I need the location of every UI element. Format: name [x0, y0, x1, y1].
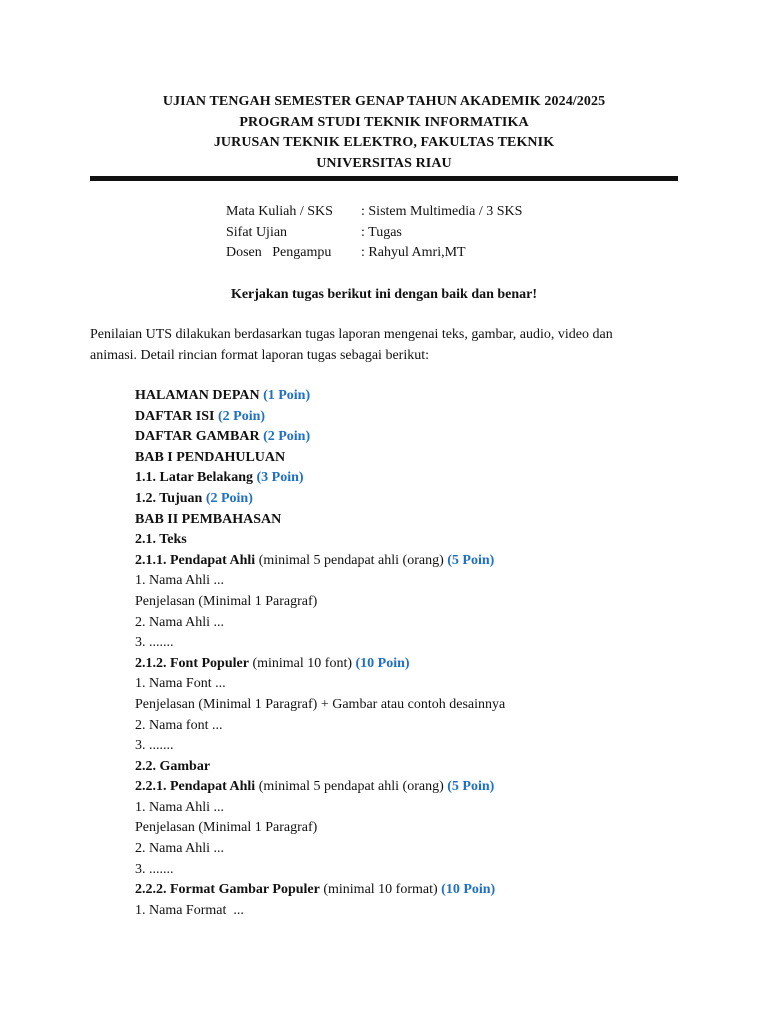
outline-item	[135, 860, 695, 881]
outline-item	[135, 427, 695, 448]
outline-item	[135, 489, 695, 510]
outline-item	[135, 777, 695, 798]
outline-heading: 2.2. Gambar	[135, 758, 211, 774]
outline-item	[135, 530, 695, 551]
outline-heading: 1.2. Tujuan	[135, 490, 203, 506]
university-name: UNIVERSITAS RIAU	[316, 155, 452, 171]
outline-heading: 2.1.1. Pendapat Ahli	[135, 552, 256, 568]
outline-heading: 2.1. Teks	[135, 532, 187, 548]
outline-item	[135, 510, 695, 531]
department-faculty: JURUSAN TEKNIK ELEKTRO, FAKULTAS TEKNIK	[213, 135, 555, 150]
outline-item	[135, 571, 695, 592]
outline-item	[135, 798, 695, 819]
intro-paragraph	[90, 325, 678, 366]
outline-text: 3. .......	[135, 738, 174, 754]
outline-text: (minimal 10 font)	[252, 655, 352, 671]
outline-text: (minimal 5 pendapat ahli (orang)	[258, 779, 444, 795]
outline-text: Penjelasan (Minimal 1 Paragraf)	[135, 593, 318, 609]
outline-item	[135, 654, 695, 675]
outline-text: 1. Nama Font ...	[135, 676, 226, 692]
outline-text: 2. Nama Ahli ...	[135, 841, 225, 857]
study-program: PROGRAM STUDI TEKNIK INFORMATIKA	[239, 114, 529, 130]
outline-text: 1. Nama Ahli ...	[135, 573, 225, 589]
outline-text: 2. Nama Ahli ...	[135, 614, 225, 630]
points-label: (2 Poin)	[205, 490, 253, 506]
exam-type-label: Sifat Ujian	[226, 224, 288, 240]
intro-line: animasi. Detail rincian format laporan tugas sebagai berikut:	[90, 347, 429, 363]
outline-item	[135, 757, 695, 778]
outline-item	[135, 674, 695, 695]
exam-header	[0, 92, 768, 174]
course-info	[226, 202, 522, 264]
outline-text: Penjelasan (Minimal 1 Paragraf)	[135, 820, 318, 836]
points-label: (2 Poin)	[217, 408, 266, 424]
outline-item	[135, 880, 695, 901]
outline-heading: BAB I PENDAHULUAN	[135, 449, 286, 465]
outline-text: (minimal 10 format)	[323, 882, 438, 898]
outline-heading: BAB II PEMBAHASAN	[135, 511, 282, 527]
outline-text: 2. Nama font ...	[135, 717, 223, 733]
outline-heading: 2.2.1. Pendapat Ahli	[135, 779, 256, 795]
outline-item	[135, 716, 695, 737]
outline-item	[135, 736, 695, 757]
outline-item	[135, 613, 695, 634]
course-label: Mata Kuliah / SKS	[226, 204, 333, 219]
outline-heading: DAFTAR GAMBAR	[135, 429, 260, 445]
outline-item	[135, 551, 695, 572]
outline-text: 3. .......	[135, 861, 174, 877]
outline-heading: HALAMAN DEPAN	[135, 388, 260, 403]
course-info-row	[226, 243, 522, 264]
lecturer-label: Dosen Pengampu	[226, 245, 332, 260]
outline-item	[135, 633, 695, 654]
points-label: (5 Poin)	[447, 779, 495, 795]
course-info-row	[226, 223, 522, 244]
intro-line: Penilaian UTS dilakukan berdasarkan tugas laporan mengenai teks, gambar, audio, video dan	[90, 327, 613, 342]
outline-text: (minimal 5 pendapat ahli (orang)	[258, 552, 444, 568]
outline-item	[135, 695, 695, 716]
points-label: (1 Poin)	[263, 388, 311, 403]
outline-text: 1. Nama Format ...	[135, 902, 244, 918]
course-info-row	[226, 202, 522, 223]
outline-item	[135, 839, 695, 860]
outline-item	[135, 448, 695, 469]
outline-text: 3. .......	[135, 635, 174, 651]
outline-item	[135, 407, 695, 428]
instruction-text: Kerjakan tugas berikut ini dengan baik dan benar!	[230, 287, 538, 302]
outline-item	[135, 386, 695, 407]
header-divider	[90, 176, 678, 181]
exam-title: UJIAN TENGAH SEMESTER GENAP TAHUN AKADEMIK 2024/2025	[162, 94, 606, 109]
points-label: (10 Poin)	[355, 655, 410, 671]
outline-heading: 2.2.2. Format Gambar Populer	[135, 882, 320, 898]
exam-type-value: : Tugas	[361, 224, 402, 240]
outline-heading: 1.1. Latar Belakang	[135, 470, 253, 486]
points-label: (3 Poin)	[256, 470, 304, 486]
outline-item	[135, 901, 695, 922]
outline-text: Penjelasan (Minimal 1 Paragraf) + Gambar atau contoh desainnya	[135, 696, 506, 712]
report-outline	[135, 386, 695, 921]
points-label: (10 Poin)	[441, 882, 496, 898]
outline-text: 1. Nama Ahli ...	[135, 799, 225, 815]
outline-item	[135, 468, 695, 489]
outline-heading: 2.1.2. Font Populer	[135, 655, 249, 671]
points-label: (5 Poin)	[447, 552, 495, 568]
course-value: : Sistem Multimedia / 3 SKS	[361, 204, 523, 219]
outline-item	[135, 818, 695, 839]
outline-heading: DAFTAR ISI	[135, 408, 215, 424]
outline-item	[135, 592, 695, 613]
points-label: (2 Poin)	[263, 429, 311, 445]
lecturer-value: : Rahyul Amri,MT	[361, 245, 466, 260]
